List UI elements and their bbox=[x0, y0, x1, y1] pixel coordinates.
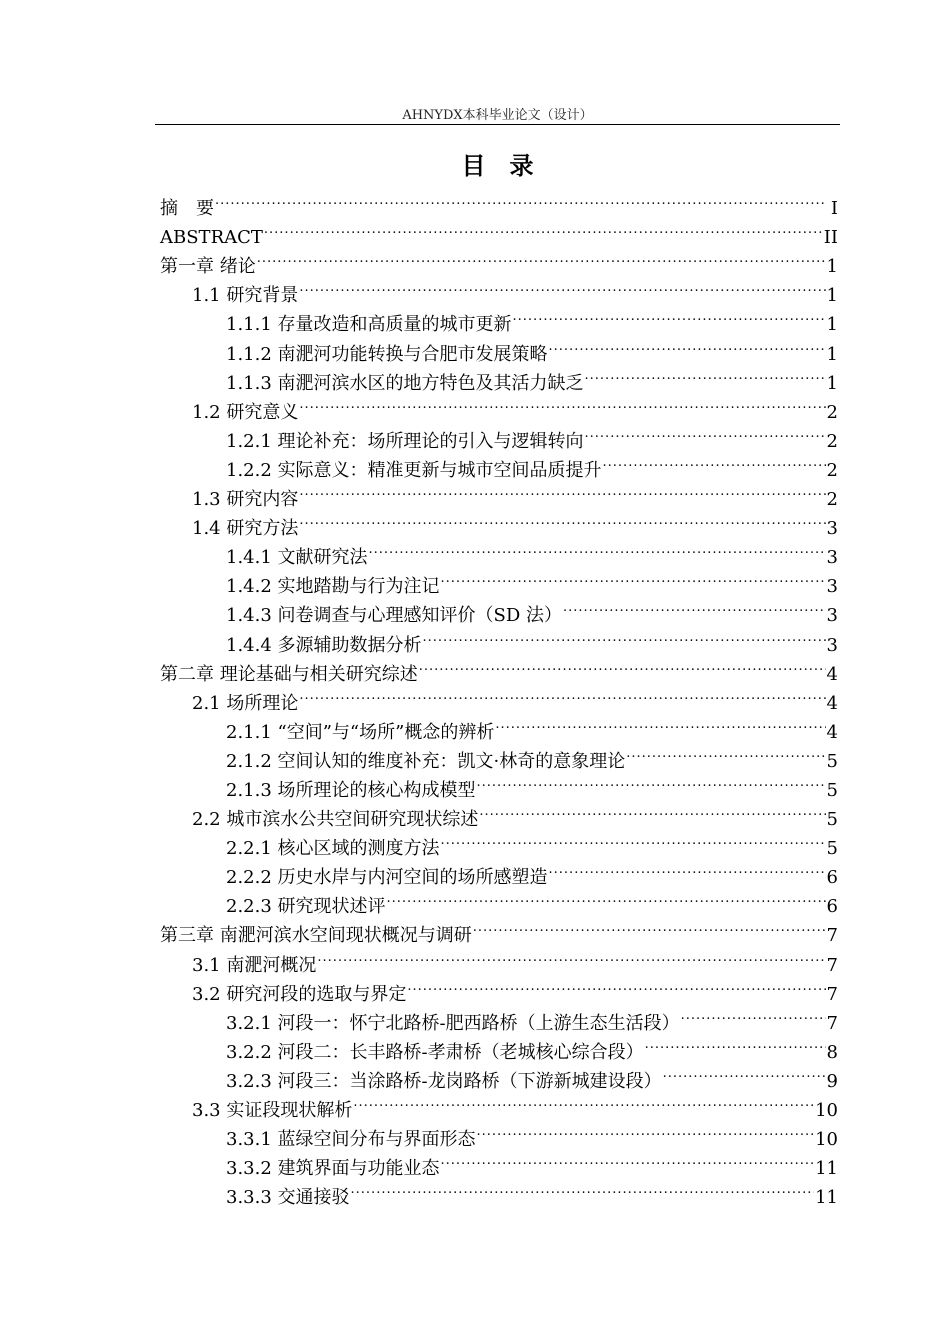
toc-leader-dots bbox=[387, 883, 826, 912]
toc-leader-dots bbox=[407, 971, 825, 1000]
toc-leader-dots bbox=[299, 272, 825, 301]
toc-entry-page: II bbox=[823, 227, 838, 249]
toc-entry-page: 7 bbox=[826, 983, 838, 1005]
toc-entry-label: 2.1 场所理论 bbox=[192, 692, 299, 714]
toc-entry-label: 1.2.1 理论补充：场所理论的引入与逻辑转向 bbox=[226, 430, 584, 452]
toc-leader-dots bbox=[645, 1029, 826, 1058]
toc-entry-label: 2.2.1 核心区域的测度方法 bbox=[226, 838, 440, 860]
toc-leader-dots bbox=[549, 854, 826, 883]
toc-leader-dots bbox=[513, 301, 826, 330]
toc-leader-dots bbox=[585, 360, 826, 389]
toc-leader-dots bbox=[495, 709, 825, 738]
toc-entry-page: 1 bbox=[826, 285, 838, 307]
toc-entry-label: 1.1 研究背景 bbox=[192, 285, 299, 307]
toc-entry-page: 3 bbox=[826, 605, 838, 627]
toc-leader-dots bbox=[563, 592, 826, 621]
toc-entry-label: 摘 要 bbox=[160, 198, 214, 220]
toc-entry-page: 7 bbox=[826, 925, 838, 947]
table-of-contents bbox=[160, 185, 838, 1209]
toc-entry-page: 11 bbox=[815, 1158, 838, 1180]
toc-entry-page: 11 bbox=[815, 1187, 838, 1209]
toc-entry-page: 2 bbox=[826, 401, 838, 423]
toc-leader-dots bbox=[477, 767, 826, 796]
toc-entry-page: 1 bbox=[826, 256, 838, 278]
toc-entry-label: ABSTRACT bbox=[160, 227, 263, 249]
toc-entry-label: 1.4.1 文献研究法 bbox=[226, 547, 368, 569]
toc-entry-label: 1.1.3 南淝河滨水区的地方特色及其活力缺乏 bbox=[226, 372, 584, 394]
toc-leader-dots bbox=[317, 941, 825, 970]
toc-entry-page: 2 bbox=[826, 489, 838, 511]
toc-entry-page: 5 bbox=[826, 838, 838, 860]
toc-entry-label: 3.2.1 河段一：怀宁北路桥-肥西路桥（上游生态生活段） bbox=[226, 1012, 680, 1034]
toc-leader-dots bbox=[299, 389, 825, 418]
toc-entry-page: 2 bbox=[826, 430, 838, 452]
toc-leader-dots bbox=[441, 825, 826, 854]
toc-entry-page: 1 bbox=[826, 314, 838, 336]
toc-entry-label: 1.1.2 南淝河功能转换与合肥市发展策略 bbox=[226, 343, 548, 365]
toc-entry-label: 3.3.1 蓝绿空间分布与界面形态 bbox=[226, 1129, 476, 1151]
toc-leader-dots bbox=[585, 418, 826, 447]
toc-entry[interactable] bbox=[160, 214, 838, 249]
toc-leader-dots bbox=[299, 476, 825, 505]
toc-leader-dots bbox=[215, 185, 827, 214]
toc-entry-label: 1.2 研究意义 bbox=[192, 401, 299, 423]
toc-leader-dots bbox=[441, 1145, 815, 1174]
toc-leader-dots bbox=[369, 534, 826, 563]
toc-entry-page: 6 bbox=[826, 896, 838, 918]
toc-leader-dots bbox=[353, 1087, 814, 1116]
toc-entry-label: 3.3.3 交通接驳 bbox=[226, 1187, 350, 1209]
toc-entry[interactable] bbox=[160, 185, 838, 220]
toc-entry-label: 2.2 城市滨水公共空间研究现状综述 bbox=[192, 809, 479, 831]
toc-leader-dots bbox=[603, 447, 826, 476]
toc-entry-label: 2.2.3 研究现状述评 bbox=[226, 896, 386, 918]
toc-entry[interactable] bbox=[160, 272, 838, 307]
toc-leader-dots bbox=[549, 330, 826, 359]
toc-leader-dots bbox=[626, 738, 825, 767]
toc-leader-dots bbox=[299, 680, 825, 709]
toc-entry-label: 1.3 研究内容 bbox=[192, 489, 299, 511]
toc-entry-label: 3.2.3 河段三：当涂路桥-龙岗路桥（下游新城建设段） bbox=[226, 1070, 662, 1092]
toc-leader-dots bbox=[423, 621, 826, 650]
toc-leader-dots bbox=[351, 1174, 815, 1203]
toc-entry-page: 1 bbox=[826, 372, 838, 394]
toc-entry-page: 5 bbox=[826, 779, 838, 801]
toc-entry-label: 1.2.2 实际意义：精准更新与城市空间品质提升 bbox=[226, 459, 602, 481]
toc-leader-dots bbox=[419, 651, 826, 680]
toc-entry-label: 第三章 南淝河滨水空间现状概况与调研 bbox=[160, 925, 472, 947]
toc-entry-page: 1 bbox=[826, 343, 838, 365]
toc-entry-page: 10 bbox=[815, 1129, 838, 1151]
toc-entry-page: 4 bbox=[826, 692, 838, 714]
toc-leader-dots bbox=[479, 796, 825, 825]
toc-entry-page: 4 bbox=[826, 663, 838, 685]
toc-entry-page: 3 bbox=[826, 634, 838, 656]
toc-leader-dots bbox=[299, 505, 825, 534]
toc-entry-label: 2.1.2 空间认知的维度补充：凯文·林奇的意象理论 bbox=[226, 750, 626, 772]
header-rule bbox=[155, 124, 840, 125]
toc-entry-page: 5 bbox=[826, 809, 838, 831]
toc-leader-dots bbox=[663, 1058, 826, 1087]
toc-leader-dots bbox=[257, 243, 826, 272]
toc-entry-page: 7 bbox=[826, 1012, 838, 1034]
toc-entry-label: 1.1.1 存量改造和高质量的城市更新 bbox=[226, 314, 512, 336]
toc-entry-label: 2.1.1 “空间”与“场所”概念的辨析 bbox=[226, 721, 495, 743]
toc-entry[interactable] bbox=[160, 243, 838, 278]
toc-leader-dots bbox=[441, 563, 826, 592]
toc-entry-page: 3 bbox=[826, 576, 838, 598]
toc-entry-page: 4 bbox=[826, 721, 838, 743]
toc-entry-label: 3.3.2 建筑界面与功能业态 bbox=[226, 1158, 440, 1180]
toc-leader-dots bbox=[473, 912, 826, 941]
toc-leader-dots bbox=[264, 214, 823, 243]
toc-leader-dots bbox=[681, 1000, 826, 1029]
toc-entry-page: 6 bbox=[826, 867, 838, 889]
running-header: AHNYDX本科毕业论文（设计） bbox=[402, 108, 593, 123]
toc-entry-label: 2.2.2 历史水岸与内河空间的场所感塑造 bbox=[226, 867, 548, 889]
toc-entry-label: 1.4.4 多源辅助数据分析 bbox=[226, 634, 422, 656]
toc-entry-label: 2.1.3 场所理论的核心构成模型 bbox=[226, 779, 476, 801]
toc-entry-page: 3 bbox=[826, 518, 838, 540]
toc-entry-label: 3.3 实证段现状解析 bbox=[192, 1100, 353, 1121]
toc-entry-page: 3 bbox=[826, 547, 838, 569]
toc-entry-page: 9 bbox=[826, 1070, 838, 1092]
toc-entry-label: 第二章 理论基础与相关研究综述 bbox=[160, 663, 418, 685]
toc-entry-page: 7 bbox=[826, 954, 838, 976]
toc-entry-page: 10 bbox=[815, 1100, 838, 1121]
toc-entry-label: 3.2 研究河段的选取与界定 bbox=[192, 983, 407, 1005]
toc-entry-label: 3.1 南淝河概况 bbox=[192, 954, 317, 976]
toc-entry-label: 1.4.2 实地踏勘与行为注记 bbox=[226, 576, 440, 598]
toc-entry-page: 2 bbox=[826, 459, 838, 481]
toc-entry-page: I bbox=[830, 198, 838, 220]
toc-leader-dots bbox=[477, 1116, 815, 1145]
toc-entry-label: 1.4 研究方法 bbox=[192, 518, 299, 540]
toc-entry-label: 3.2.2 河段二：长丰路桥-孝肃桥（老城核心综合段） bbox=[226, 1041, 644, 1063]
toc-entry-page: 8 bbox=[826, 1041, 838, 1063]
toc-entry-label: 1.4.3 问卷调查与心理感知评价（SD 法） bbox=[226, 605, 563, 627]
toc-title: 目 录 bbox=[461, 152, 534, 180]
toc-entry-page: 5 bbox=[826, 750, 838, 772]
toc-entry-label: 第一章 绪论 bbox=[160, 256, 256, 278]
